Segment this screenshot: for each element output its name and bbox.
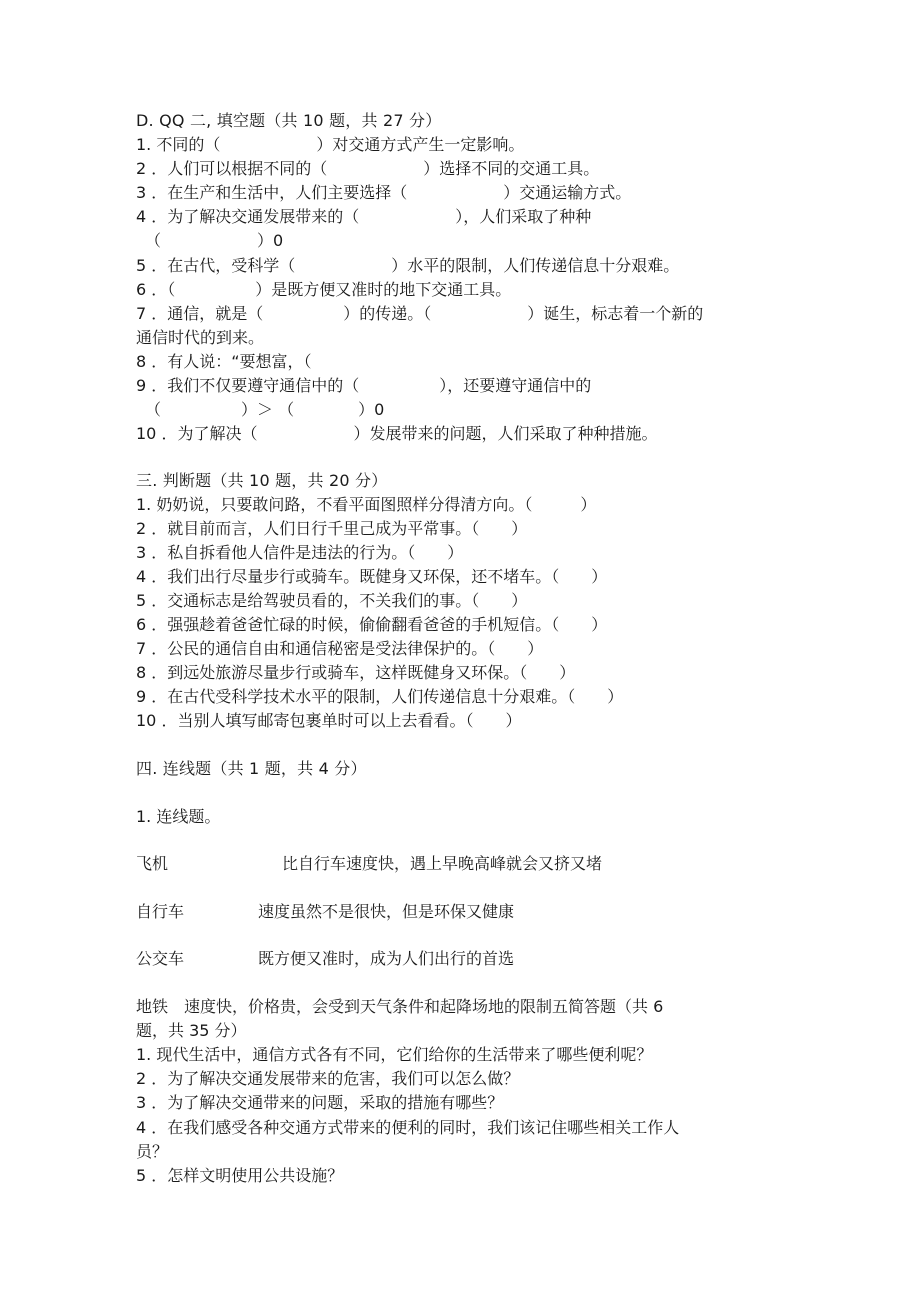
- judge-question-line: 10 ．当别人填写邮寄包裹单时可以上去看看。（ ）: [136, 711, 522, 730]
- judge-question-line: 6 ．强强趁着爸爸忙碌的时候，偷偷翻看爸爸的手机短信。（ ）: [136, 615, 608, 634]
- match-left-item: 飞机: [136, 854, 169, 873]
- fill-question-line: 5 ．在古代，受科学（ ）水平的限制，人们传递信息十分艰难。: [136, 256, 680, 275]
- match-right-item: 既方便又准时，成为人们出行的首选: [258, 949, 515, 968]
- fill-question-line: 4 ．为了解决交通发展带来的（ ），人们采取了种种: [136, 207, 592, 226]
- judge-question-line: 2 ．就目前而言，人们日行千里己成为平常事。（ ）: [136, 519, 528, 538]
- essay-question-line: 3 ．为了解决交通带来的问题，采取的措施有哪些？: [136, 1093, 504, 1112]
- judge-question-line: 8 ．到远处旅游尽量步行或骑车，这样既健身又环保。（ ）: [136, 663, 576, 682]
- fill-question-line: 6 ．（ ）是既方便又准时的地下交通工具。: [136, 280, 512, 299]
- fill-question-line: 7 ．通信，就是（ ）的传递。（ ）诞生，标志着一个新的: [136, 304, 704, 323]
- fill-question-line: 8 ．有人说：“要想富，（: [136, 352, 312, 371]
- judge-question-line: 5 ．交通标志是给驾驶员看的，不关我们的事。（ ）: [136, 591, 528, 610]
- judge-question-line: 1. 奶奶说，只要敢问路，不看平面图照样分得清方向。（ ）: [136, 495, 597, 514]
- fill-question-line: （ ）0: [145, 231, 284, 250]
- judge-section-heading: 三. 判断题（共 10 题，共 20 分）: [136, 471, 388, 490]
- match-left-item: 公交车: [136, 949, 185, 968]
- fill-question-line: 3 ．在生产和生活中，人们主要选择（ ）交通运输方式。: [136, 183, 632, 202]
- fill-question-line: 2 ．人们可以根据不同的（ ）选择不同的交通工具。: [136, 159, 600, 178]
- match-right-item: 速度虽然不是很快，但是环保又健康: [258, 902, 515, 921]
- fill-question-line: （ ）＞ （ ）0: [145, 400, 385, 419]
- fill-question-line: 9 ．我们不仅要遵守通信中的（ ），还要遵守通信中的: [136, 376, 592, 395]
- fill-section-heading: D. QQ 二, 填空题（共 10 题，共 27 分）: [136, 111, 442, 130]
- match-question: 1. 连线题。: [136, 807, 221, 826]
- fill-question-line: 通信时代的到来。: [136, 328, 265, 347]
- essay-question-line: 4 ．在我们感受各种交通方式带来的便利的同时，我们该记住哪些相关工作人: [136, 1118, 680, 1137]
- judge-question-line: 4 ．我们出行尽量步行或骑车。既健身又环保，还不堵车。（ ）: [136, 567, 608, 586]
- judge-question-line: 9 ．在古代受科学技术水平的限制，人们传递信息十分艰难。（ ）: [136, 687, 624, 706]
- match-section-heading: 四. 连线题（共 1 题，共 4 分）: [136, 759, 367, 778]
- match-last-line: 地铁 速度快，价格贵，会受到天气条件和起降场地的限制五简答题（共 6: [136, 997, 664, 1016]
- match-left-item: 自行车: [136, 902, 185, 921]
- match-last-line-cont: 题，共 35 分）: [136, 1021, 247, 1040]
- judge-question-line: 7 ．公民的通信自由和通信秘密是受法律保护的。（ ）: [136, 639, 544, 658]
- judge-question-line: 3 ．私自拆看他人信件是违法的行为。（ ）: [136, 543, 464, 562]
- essay-question-line: 员？: [136, 1142, 169, 1161]
- match-right-item: 比自行车速度快，遇上早晚高峰就会又挤又堵: [282, 854, 603, 873]
- fill-question-line: 10 ．为了解决（ ）发展带来的问题，人们采取了种种措施。: [136, 424, 658, 443]
- essay-question-line: 2 ．为了解决交通发展带来的危害，我们可以怎么做？: [136, 1069, 520, 1088]
- fill-question-line: 1. 不同的（ ）对交通方式产生一定影响。: [136, 135, 525, 154]
- essay-question-line: 5 ．怎样文明使用公共设施？: [136, 1166, 344, 1185]
- essay-question-line: 1. 现代生活中，通信方式各有不同，它们给你的生活带来了哪些便利呢？: [136, 1045, 653, 1064]
